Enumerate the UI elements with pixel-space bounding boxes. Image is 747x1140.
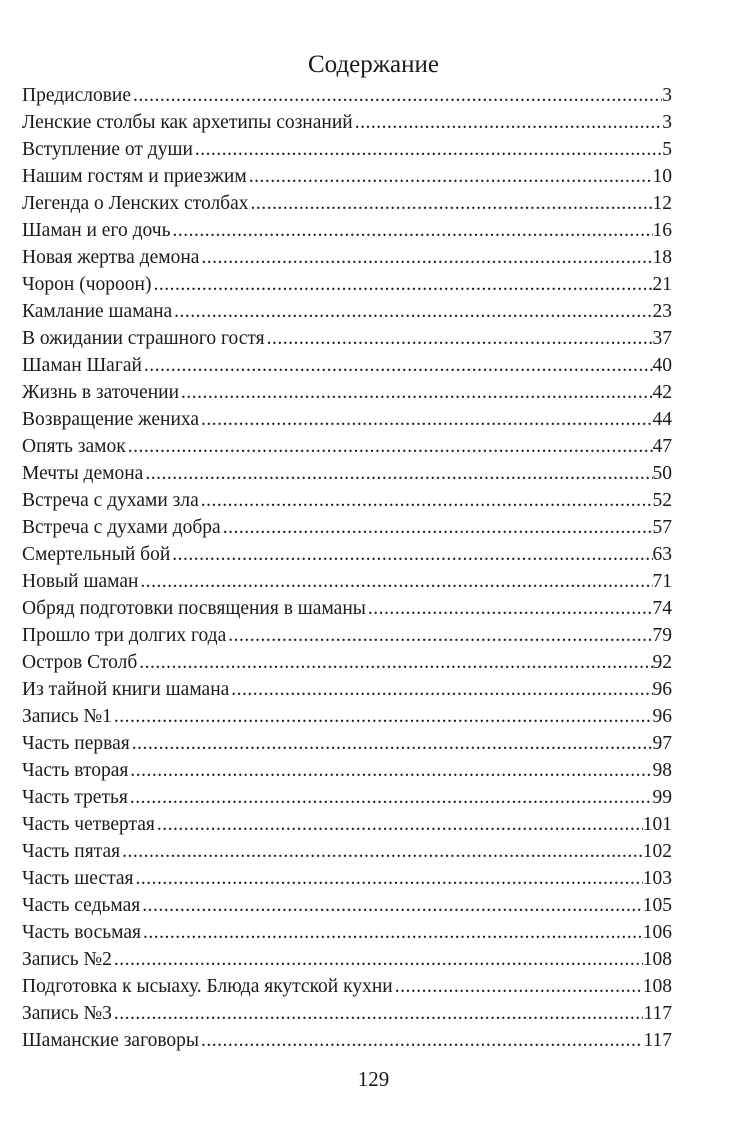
toc-entry bbox=[22, 82, 672, 109]
toc-entry bbox=[22, 379, 672, 406]
toc-entry-title: Возвращение жениха bbox=[22, 409, 200, 430]
toc-entry-title: Часть шестая bbox=[22, 868, 134, 889]
dot-leader bbox=[229, 676, 652, 703]
toc-entry bbox=[22, 163, 672, 190]
toc-entry-page: 117 bbox=[643, 1003, 672, 1024]
toc-entry bbox=[22, 892, 672, 919]
toc-entry-page: 3 bbox=[662, 112, 672, 133]
dot-leader bbox=[199, 244, 652, 271]
toc-entry bbox=[22, 1000, 672, 1027]
toc-entry-page: 101 bbox=[642, 814, 672, 835]
toc-entry-page: 96 bbox=[652, 706, 672, 727]
dot-leader bbox=[170, 541, 652, 568]
toc-entry bbox=[22, 406, 672, 433]
toc-entry-page: 5 bbox=[662, 139, 672, 160]
toc-entry-page: 96 bbox=[652, 679, 672, 700]
toc-entry-title: В ожидании страшного гостя bbox=[22, 328, 265, 349]
toc-entry-page: 74 bbox=[652, 598, 672, 619]
toc-entry-page: 117 bbox=[643, 1030, 672, 1051]
toc-entry-title: Из тайной книги шамана bbox=[22, 679, 230, 700]
toc-entry-page: 99 bbox=[652, 787, 672, 808]
toc-entry bbox=[22, 352, 672, 379]
dot-leader bbox=[112, 1000, 644, 1027]
toc-entry-page: 103 bbox=[642, 868, 672, 889]
toc-entry bbox=[22, 271, 672, 298]
toc-entry bbox=[22, 865, 672, 892]
toc-entry bbox=[22, 433, 672, 460]
toc-entry-title: Вступление от души bbox=[22, 139, 193, 160]
dot-leader bbox=[172, 298, 652, 325]
toc-entry-page: 40 bbox=[652, 355, 672, 376]
toc-entry-page: 10 bbox=[652, 166, 672, 187]
dot-leader bbox=[128, 757, 652, 784]
dot-leader bbox=[155, 811, 643, 838]
toc-entry-page: 97 bbox=[652, 733, 672, 754]
toc-entry-title: Предисловие bbox=[22, 85, 132, 106]
toc-entry-title: Ленские столбы как архетипы сознаний bbox=[22, 112, 353, 133]
toc-entry-page: 102 bbox=[642, 841, 672, 862]
toc-entry bbox=[22, 784, 672, 811]
toc-entry-title: Встреча с духами добра bbox=[22, 517, 221, 538]
toc-entry-title: Остров Столб bbox=[22, 652, 138, 673]
dot-leader bbox=[179, 379, 652, 406]
toc-entry bbox=[22, 811, 672, 838]
toc-entry-page: 18 bbox=[652, 247, 672, 268]
toc-entry-title: Смертельный бой bbox=[22, 544, 171, 565]
dot-leader bbox=[137, 649, 652, 676]
toc-entry-title: Часть седьмая bbox=[22, 895, 141, 916]
toc-entry-title: Шаман Шагай bbox=[22, 355, 142, 376]
page-title: Содержание bbox=[308, 51, 439, 78]
toc-entry-page: 63 bbox=[652, 544, 672, 565]
dot-leader bbox=[199, 487, 653, 514]
toc-entry-title: Камлание шамана bbox=[22, 301, 173, 322]
toc-entry bbox=[22, 649, 672, 676]
toc-entry-title: Шаман и его дочь bbox=[22, 220, 171, 241]
toc-entry-page: 12 bbox=[652, 193, 672, 214]
toc-entry-page: 50 bbox=[652, 463, 672, 484]
toc-entry bbox=[22, 325, 672, 352]
toc-entry-page: 23 bbox=[652, 301, 672, 322]
toc-entry-page: 105 bbox=[642, 895, 672, 916]
toc-entry-title: Запись №1 bbox=[22, 706, 112, 727]
toc-entry-title: Часть восьмая bbox=[22, 922, 141, 943]
toc-entry bbox=[22, 298, 672, 325]
dot-leader bbox=[170, 217, 652, 244]
page-number: 129 bbox=[357, 1067, 390, 1091]
dot-leader bbox=[126, 433, 653, 460]
dot-leader bbox=[112, 946, 643, 973]
toc-entry bbox=[22, 703, 672, 730]
toc-entry-title: Часть четвертая bbox=[22, 814, 155, 835]
toc-entry-title: Часть первая bbox=[22, 733, 130, 754]
dot-leader bbox=[138, 568, 652, 595]
toc-entry-page: 98 bbox=[652, 760, 672, 781]
dot-leader bbox=[199, 406, 652, 433]
toc-entry bbox=[22, 676, 672, 703]
dot-leader bbox=[143, 460, 652, 487]
toc-entry-title: Часть пятая bbox=[22, 841, 121, 862]
toc-entry-page: 16 bbox=[652, 220, 672, 241]
dot-leader bbox=[265, 325, 653, 352]
toc-entry-title: Новый шаман bbox=[22, 571, 139, 592]
toc-entry-page: 21 bbox=[652, 274, 672, 295]
toc-entry bbox=[22, 568, 672, 595]
toc-entry bbox=[22, 541, 672, 568]
toc-entry-page: 106 bbox=[642, 922, 672, 943]
toc-entry bbox=[22, 109, 672, 136]
toc-entry bbox=[22, 919, 672, 946]
toc-entry bbox=[22, 757, 672, 784]
toc-entry-page: 108 bbox=[642, 949, 672, 970]
toc-entry-page: 92 bbox=[652, 652, 672, 673]
toc-entry-title: Жизнь в заточении bbox=[22, 382, 180, 403]
toc-entry-title: Часть вторая bbox=[22, 760, 129, 781]
toc-entry-title: Шаманские заговоры bbox=[22, 1030, 200, 1051]
toc-entry bbox=[22, 973, 672, 1000]
toc-entry-title: Чорон (чороон) bbox=[22, 274, 152, 295]
toc-entry bbox=[22, 1027, 672, 1054]
toc-entry bbox=[22, 460, 672, 487]
toc-entry bbox=[22, 595, 672, 622]
toc-entry bbox=[22, 946, 672, 973]
toc-entry bbox=[22, 838, 672, 865]
toc-entry-page: 44 bbox=[652, 409, 672, 430]
dot-leader bbox=[151, 271, 652, 298]
toc-entry-page: 108 bbox=[642, 976, 672, 997]
toc-entry-title: Прошло три долгих года bbox=[22, 625, 227, 646]
dot-leader bbox=[140, 892, 643, 919]
dot-leader bbox=[142, 352, 653, 379]
toc-entry bbox=[22, 244, 672, 271]
dot-leader bbox=[128, 784, 653, 811]
toc-entry-title: Запись №2 bbox=[22, 949, 112, 970]
toc-entry-page: 47 bbox=[652, 436, 672, 457]
toc-entry-title: Новая жертва демона bbox=[22, 247, 200, 268]
toc-entry bbox=[22, 622, 672, 649]
dot-leader bbox=[247, 163, 653, 190]
toc-entry-title: Легенда о Ленских столбах bbox=[22, 193, 249, 214]
dot-leader bbox=[120, 838, 643, 865]
dot-leader bbox=[226, 622, 652, 649]
dot-leader bbox=[131, 82, 662, 109]
toc-entry bbox=[22, 190, 672, 217]
toc-entry-page: 57 bbox=[652, 517, 672, 538]
toc-entry-page: 37 bbox=[652, 328, 672, 349]
toc-entry-title: Часть третья bbox=[22, 787, 128, 808]
dot-leader bbox=[141, 919, 643, 946]
toc-entry bbox=[22, 514, 672, 541]
toc-entry-title: Подготовка к ысыаху. Блюда якутской кухни bbox=[22, 976, 393, 997]
dot-leader bbox=[393, 973, 643, 1000]
dot-leader bbox=[353, 109, 663, 136]
dot-leader bbox=[133, 865, 642, 892]
dot-leader bbox=[221, 514, 653, 541]
toc-entry-page: 42 bbox=[652, 382, 672, 403]
toc-entry-page: 52 bbox=[652, 490, 672, 511]
dot-leader bbox=[112, 703, 653, 730]
toc-entry-title: Опять замок bbox=[22, 436, 126, 457]
dot-leader bbox=[130, 730, 653, 757]
dot-leader bbox=[366, 595, 653, 622]
dot-leader bbox=[193, 136, 662, 163]
toc-entry-page: 71 bbox=[652, 571, 672, 592]
toc-entry-page: 3 bbox=[662, 85, 672, 106]
dot-leader bbox=[249, 190, 653, 217]
toc-entry-title: Обряд подготовки посвящения в шаманы bbox=[22, 598, 366, 619]
dot-leader bbox=[199, 1027, 643, 1054]
toc-entry bbox=[22, 487, 672, 514]
toc-entry-title: Нашим гостям и приезжим bbox=[22, 166, 247, 187]
toc-entry-title: Встреча с духами зла bbox=[22, 490, 199, 511]
toc-entry-title: Мечты демона bbox=[22, 463, 144, 484]
toc-entry-page: 79 bbox=[652, 625, 672, 646]
toc-entry-title: Запись №3 bbox=[22, 1003, 112, 1024]
toc-entry bbox=[22, 730, 672, 757]
toc-entry bbox=[22, 217, 672, 244]
toc-entry bbox=[22, 136, 672, 163]
table-of-contents bbox=[22, 82, 672, 1054]
